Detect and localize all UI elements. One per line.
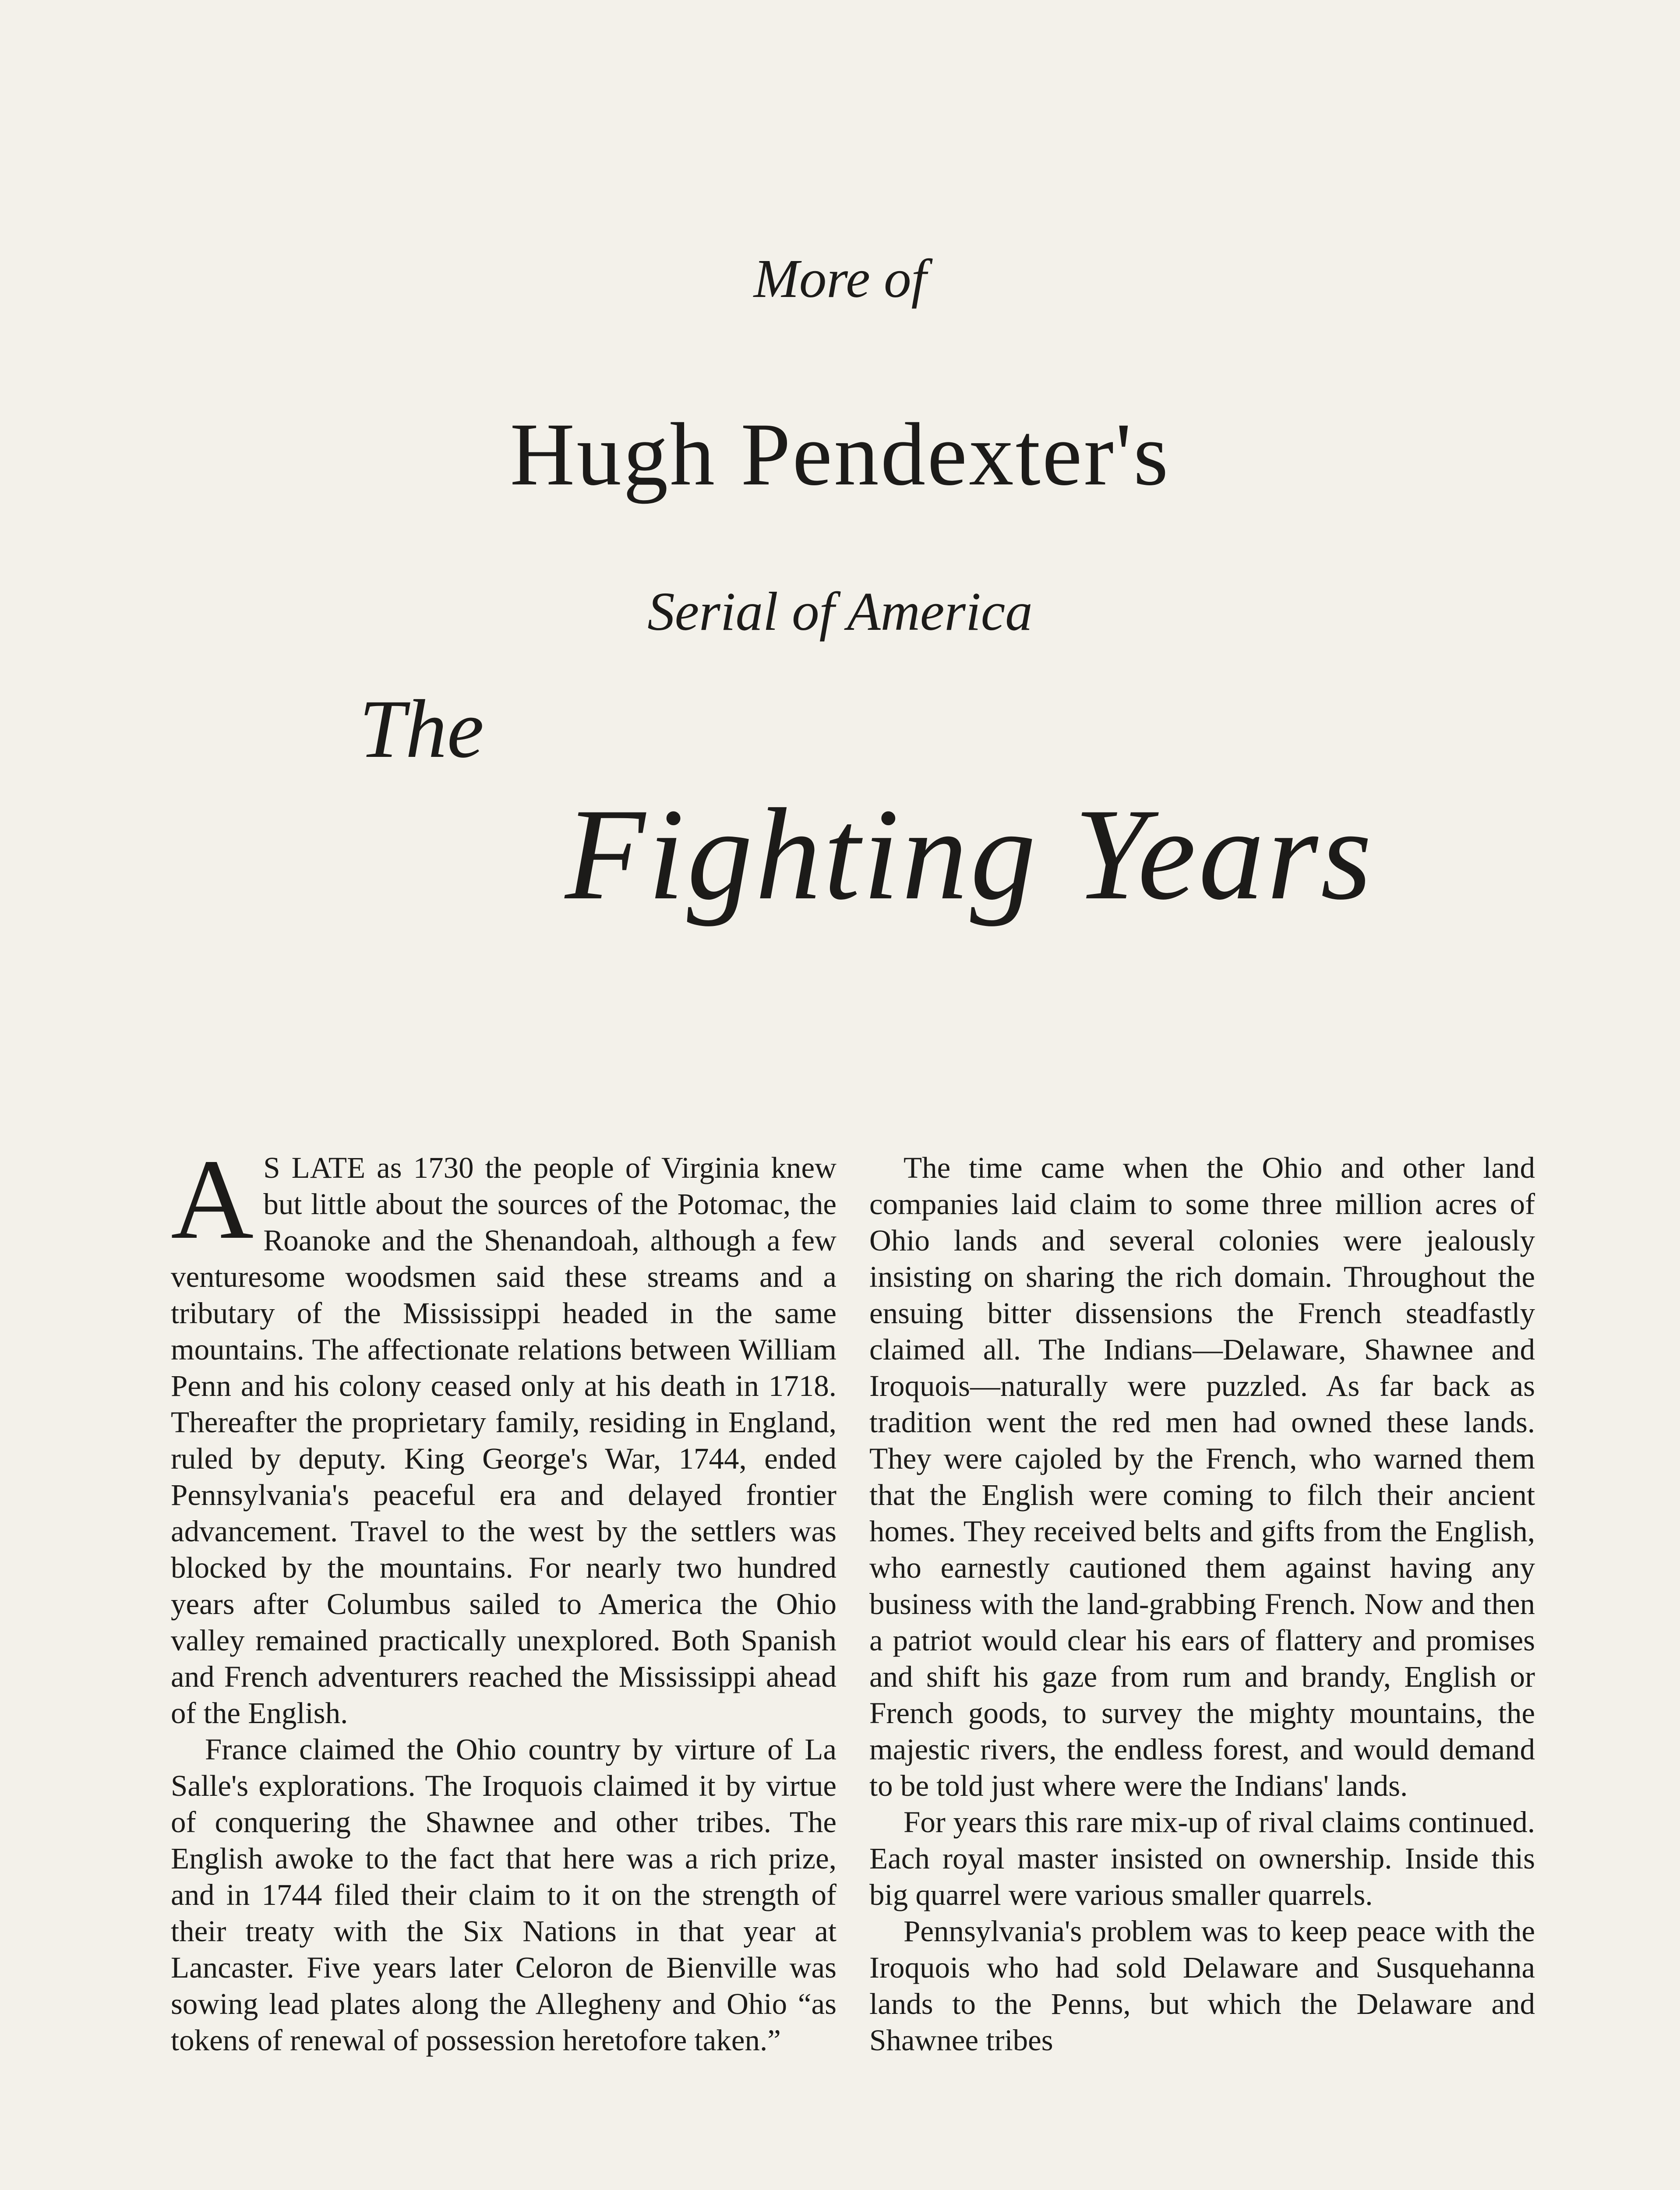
paragraph: France claimed the Ohio country by virture of La Salle's explorations. The Iroquois claimed it by virtue of conquering the Shawnee and other tribes. The English awoke to the fact that here was a rich prize, and in 1744 filed their claim to it on the strength of their treaty with the Six Nations in that year at Lancaster. Five years later Celoron de Bienville was sowing lead plates along the Allegheny and Ohio “as tokens of renewal of possession heretofore taken.” — [171, 1733, 836, 2057]
paragraph — [171, 1136, 836, 1731]
text-column-left — [171, 1136, 836, 2059]
text-column-right — [869, 1150, 1535, 2059]
title-main: Fighting Years — [565, 781, 1375, 927]
author-name: Hugh Pendexter's — [510, 405, 1170, 504]
paragraph-text: S LATE as 1730 the people of Virginia knew but little about the sources of the Potomac, the Roanoke and the Shenandoah, although a few venturesome woodsmen said these streams and a tributary of the Mississippi headed in the same mountains. The affectionate relations between William Penn and his colony ceased only at his death in 1718. Thereafter the proprietary family, residing in England, ruled by deputy. King George's War, 1744, ended Pennsylvania's peaceful era and delayed frontier advancement. Travel to the west by the settlers was blocked by the mountains. For nearly two hundred years after Columbus sailed to America the Ohio valley remained practically unexplored. Both Spanish and French adventurers reached the Mississippi ahead of the English. — [171, 1151, 836, 1730]
paragraph: Pennsylvania's problem was to keep peace with the Iroquois who had sold Delaware and Susquehanna lands to the Penns, but which the Delaware and Shawnee tribes — [869, 1914, 1535, 2057]
paragraph: For years this rare mix-up of rival claims continued. Each royal master insisted on ownership. Inside this big quarrel were various smaller quarrels. — [869, 1805, 1535, 1911]
kicker-more-of: More of — [753, 249, 927, 309]
paragraph: The time came when the Ohio and other land companies laid claim to some three million acres of Ohio lands and several colonies were jealously insisting on sharing the rich domain. Throughout the ensuing bitter dissensions the French steadfastly claimed all. The Indians—Delaware, Shawnee and Iroquois—naturally were puzzled. As far back as tradition went the red men had owned these lands. They were cajoled by the French, who warned them that the English were coming to filch their ancient homes. They received belts and gifts from the English, who earnestly cautioned them against having any business with the land-grabbing French. Now and then a patriot would clear his ears of flattery and promises and shift his gaze from rum and brandy, English or French goods, to survey the mighty mountains, the majestic rivers, the endless forest, and would demand to be told just where were the Indians' lands. — [869, 1151, 1535, 1802]
title-article: The — [359, 683, 484, 775]
drop-cap: A — [171, 1136, 254, 1263]
kicker-serial: Serial of America — [647, 582, 1033, 642]
